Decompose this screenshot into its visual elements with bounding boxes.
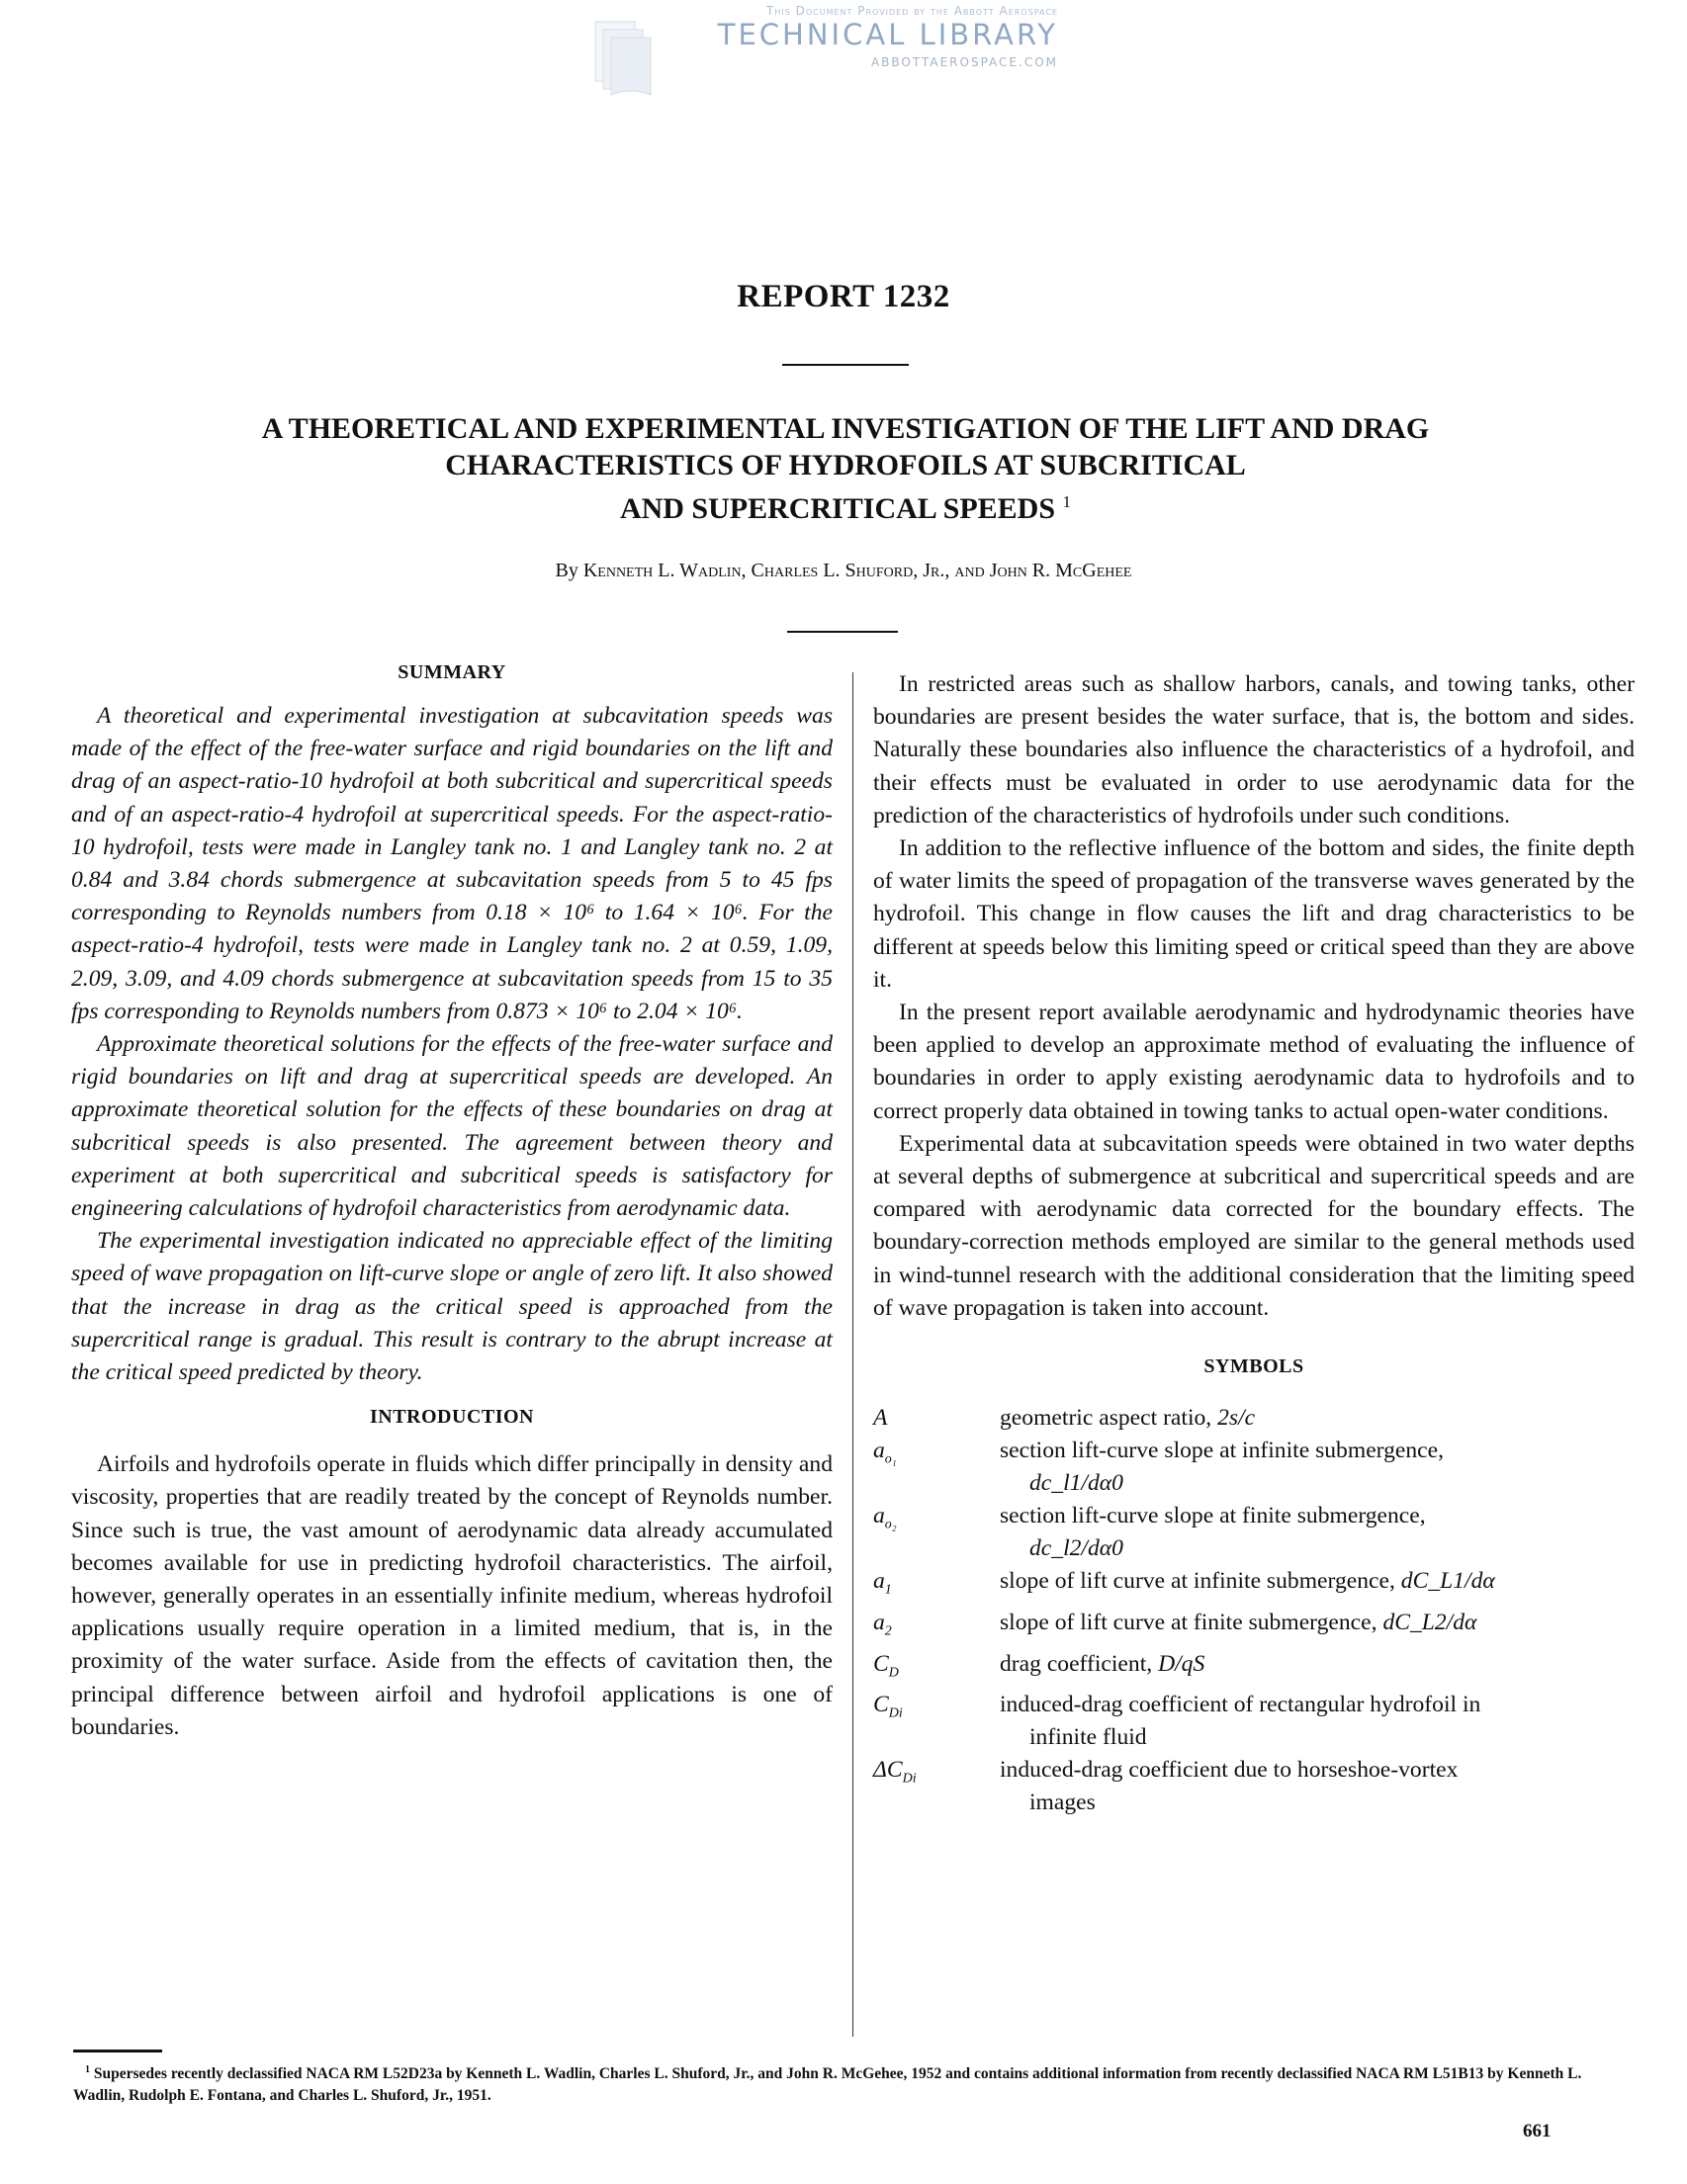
symbol-entry bbox=[873, 1435, 1635, 1500]
introduction-paragraph: In addition to the reflective influence of the bottom and sides, the finite depth of water limits the speed of propagation of the transverse waves generated by the hydrofoil. This change in flow causes the lift and drag characteristics to be different at speeds below this limiting speed or critical speed than they are above it. bbox=[873, 835, 1635, 993]
symbol-definition: section lift-curve slope at infinite submergence, dc_l1/dα0 bbox=[1000, 1438, 1445, 1497]
symbol-definition: slope of lift curve at finite submergence, dC_L2/dα bbox=[1000, 1609, 1477, 1635]
symbol-definition: slope of lift curve at infinite submergence, dC_L1/dα bbox=[1000, 1568, 1495, 1595]
watermark bbox=[583, 2, 1078, 101]
summary-paragraph: A theoretical and experimental investigation at subcavitation speeds was made of the effect of the free-water surface and rigid boundaries on the lift and drag of an aspect-ratio-10 hydrofoil at both subcritical and supercritical speeds and of an aspect-ratio-4 hydrofoil at supercritical speeds. For the aspect-ratio-10 hydrofoil, tests were made in Langley tank no. 1 and Langley tank no. 2 at 0.84 and 3.84 chords submergence at subcavitation speeds from 5 to 45 fps corresponding to Reynolds numbers from 0.18 × 10⁶ to 1.64 × 10⁶. For the aspect-ratio-4 hydrofoil, tests were made in Langley tank no. 2 at 0.59, 1.09, 2.09, 3.09, and 4.09 chords submergence at subcavitation speeds from 15 to 35 fps corresponding to Reynolds numbers from 0.873 × 10⁶ to 2.04 × 10⁶. bbox=[71, 703, 833, 1024]
symbol: $C_{Di}$ bbox=[873, 1692, 903, 1721]
right-column bbox=[873, 668, 1635, 1819]
watermark-provided-by: This Document Provided by the Abbott Aerospace bbox=[766, 4, 1058, 18]
report-number: REPORT 1232 bbox=[737, 279, 950, 314]
footnote-divider bbox=[73, 2050, 162, 2053]
introduction-heading: INTRODUCTION bbox=[369, 1406, 535, 1429]
symbol: $\Delta C_{Di}$ bbox=[873, 1757, 917, 1787]
symbol-entry bbox=[873, 1607, 1635, 1648]
symbol-entry bbox=[873, 1648, 1635, 1690]
introduction-paragraph: Airfoils and hydrofoils operate in fluids which differ principally in density and viscosity, properties that are readily treated by the concept of Reynolds number. Since such is true, the vast amount of aerodynamic data already accumulated becomes available for use in predicting hydrofoil characteristics. The airfoil, however, generally operates in an essentially infinite medium, whereas hydrofoil applications usually require operation in a limited medium, that is, in the proximity of the water surface. Aside from the effects of cavitation then, the principal difference between airfoil and hydrofoil applications is one of boundaries. bbox=[71, 1451, 833, 1740]
symbol: $a_{o_2}$ bbox=[873, 1503, 897, 1532]
authors: Kenneth L. Wadlin, Charles L. Shuford, Jr., and John R. McGehee bbox=[582, 560, 1132, 581]
symbol-definition: induced-drag coefficient of rectangular hydrofoil in infinite fluid bbox=[1000, 1692, 1481, 1751]
symbol-definition: drag coefficient, D/qS bbox=[1000, 1650, 1205, 1677]
introduction-paragraph: In restricted areas such as shallow harbors, canals, and towing tanks, other boundaries are present besides the water surface, that is, the bottom and sides. Naturally these boundaries also influence the characteristics of a hydrofoil, and their effects must be evaluated in order to use aerodynamic data for the prediction of the characteristics of hydrofoils under such conditions. bbox=[873, 671, 1635, 829]
symbol-definition: geometric aspect ratio, 2s/c bbox=[1000, 1405, 1256, 1432]
symbols-heading: SYMBOLS bbox=[1203, 1355, 1304, 1378]
symbol: $a_1$ bbox=[873, 1568, 892, 1598]
title-line-3: AND SUPERCRITICAL SPEEDS $^1$ bbox=[619, 492, 1072, 525]
summary-heading: SUMMARY bbox=[398, 661, 506, 683]
symbol: $C_D$ bbox=[873, 1650, 899, 1681]
page-number: 661 bbox=[1523, 2121, 1552, 2141]
symbol-entry bbox=[873, 1754, 1635, 1819]
left-column bbox=[71, 660, 833, 1744]
author-line: By Kenneth L. Wadlin, Charles L. Shuford, Jr., and John R. McGehee bbox=[555, 560, 1132, 581]
title-line-1: A THEORETICAL AND EXPERIMENTAL INVESTIGATION OF THE LIFT AND DRAG bbox=[261, 412, 1430, 445]
symbol-definition: induced-drag coefficient due to horseshoe-vortex images bbox=[1000, 1757, 1459, 1816]
symbol-entry bbox=[873, 1402, 1635, 1435]
footnote-mark: 1 bbox=[85, 2064, 90, 2075]
symbols-list bbox=[873, 1402, 1635, 1819]
footnote-text: Supersedes recently declassified NACA RM L52D23a by Kenneth L. Wadlin, Charles L. Shuford, Jr., and John R. McGehee, 1952 and contains additional information from recently declassified NACA RM L51B13 by Kenneth L. Wadlin, Rudolph E. Fontana, and Charles L. Shuford, Jr., 1951. bbox=[73, 2065, 1582, 2105]
introduction-paragraph: In the present report available aerodynamic and hydrodynamic theories have been applied to develop an approximate method of evaluating the influence of boundaries in order to apply existing aerodynamic data to hydrofoils and to correct properly data obtained in towing tanks to actual open-water conditions. bbox=[873, 1000, 1635, 1124]
symbol-definition: section lift-curve slope at finite submergence, dc_l2/dα0 bbox=[1000, 1503, 1426, 1562]
summary-paragraph: Approximate theoretical solutions for the effects of the free-water surface and rigid boundaries on lift and drag at supercritical speeds are developed. An approximate theoretical solution for the effects of these boundaries on drag at subcritical speeds is also presented. The agreement between theory and experiment at both supercritical and subcritical speeds is satisfactory for engineering calculations of hydrofoil characteristics from aerodynamic data. bbox=[71, 1031, 833, 1222]
symbol: $a_2$ bbox=[873, 1609, 892, 1639]
paper-title bbox=[138, 410, 1553, 527]
symbol-entry bbox=[873, 1689, 1635, 1754]
title-divider bbox=[782, 364, 909, 366]
symbol-entry bbox=[873, 1500, 1635, 1565]
watermark-url: ABBOTTAEROSPACE.COM bbox=[870, 55, 1058, 69]
column-divider bbox=[852, 672, 853, 2037]
watermark-library-name: TECHNICAL LIBRARY bbox=[717, 18, 1058, 51]
introduction-paragraph: Experimental data at subcavitation speeds were obtained in two water depths at several depths of submergence at subcritical and supercritical speeds and are compared with aerodynamic data corrected for the boundary effects. The boundary-correction methods employed are similar to the general methods used in wind-tunnel research with the additional consideration that the limiting speed of wave propagation is taken into account. bbox=[873, 1130, 1635, 1321]
authors-divider bbox=[787, 631, 898, 633]
title-line-2: CHARACTERISTICS OF HYDROFOILS AT SUBCRITICAL bbox=[445, 449, 1246, 481]
symbol: $a_{o_1}$ bbox=[873, 1438, 897, 1467]
symbol-entry bbox=[873, 1565, 1635, 1607]
symbol: A bbox=[873, 1405, 888, 1432]
title-footnote-mark[interactable]: 1 bbox=[1062, 492, 1072, 511]
footnote bbox=[73, 2059, 1636, 2107]
summary-paragraph: The experimental investigation indicated no appreciable effect of the limiting speed of wave propagation on lift-curve slope or angle of zero lift. It also showed that the increase in drag as the critical speed is approached from the supercritical range is gradual. This result is contrary to the abrupt increase at the critical speed predicted by theory. bbox=[71, 1228, 833, 1386]
